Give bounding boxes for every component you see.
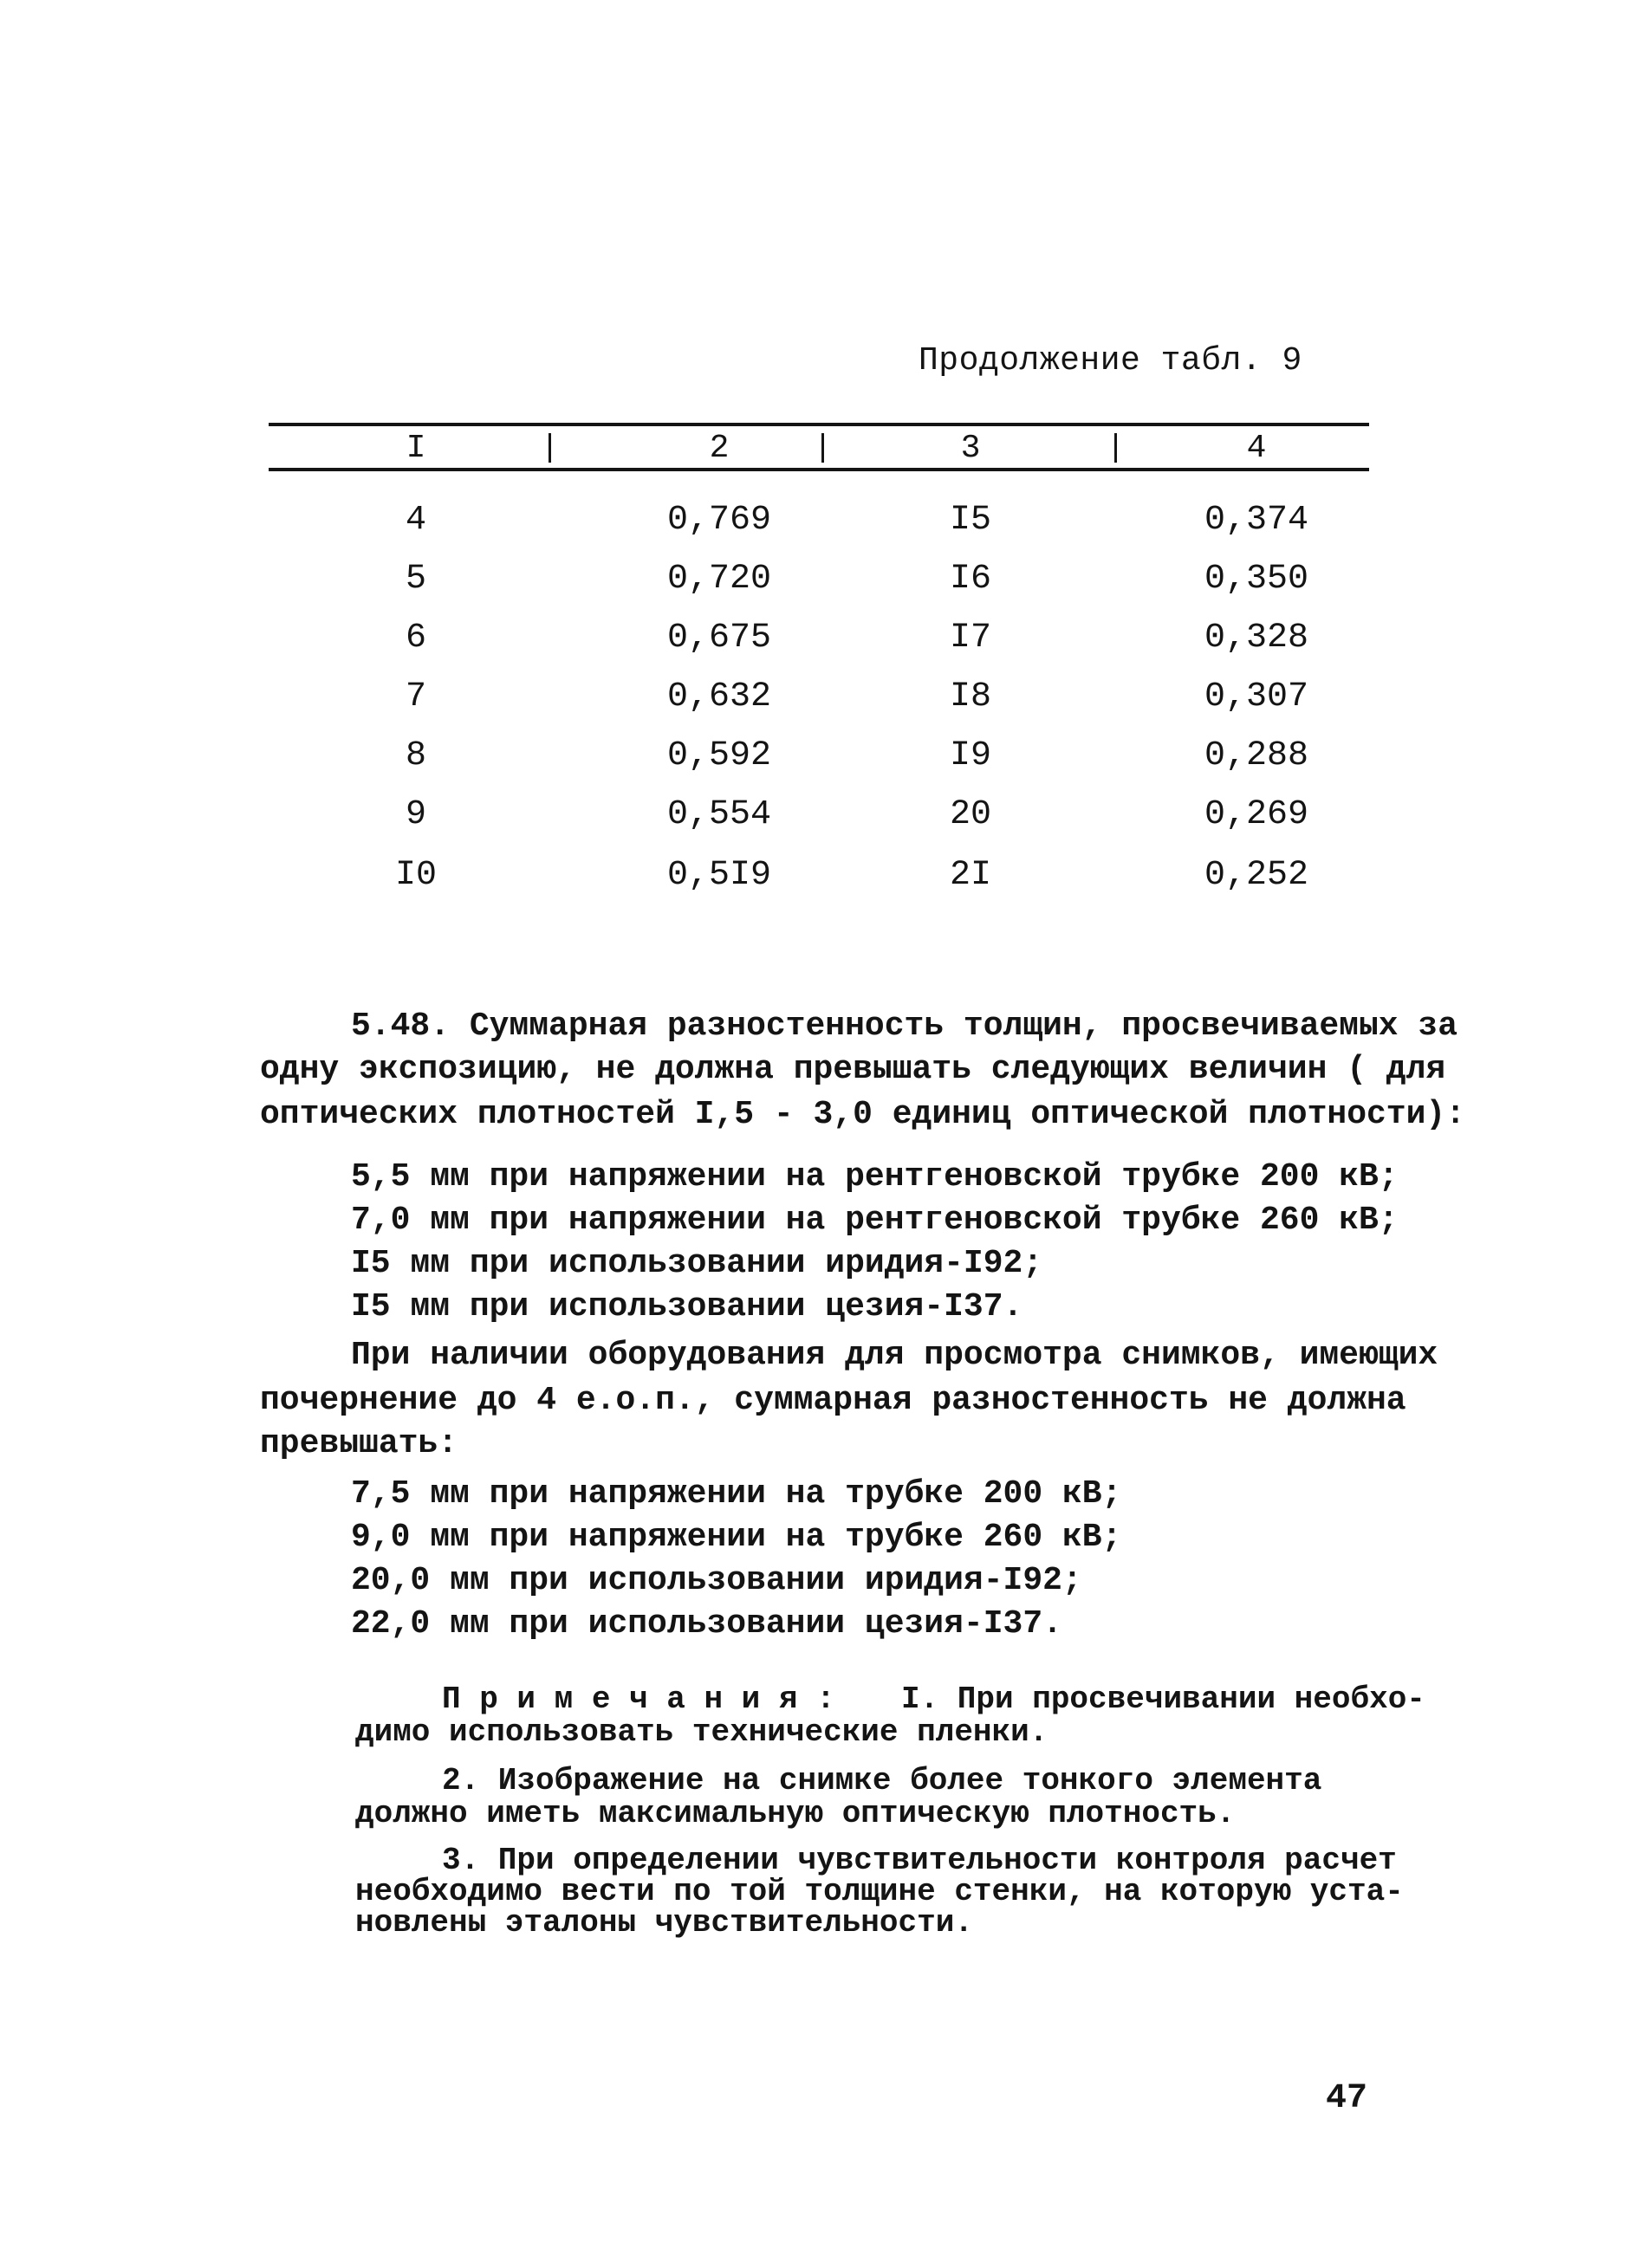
note-line: 2. Изображение на снимке более тонкого элемента [442,1763,1322,1798]
column-separator [821,433,824,463]
notes-heading: П р и м е ч а н и я : [442,1682,835,1717]
cell: 0,269 [1204,795,1309,834]
cell: 7 [405,677,426,716]
cell: 0,350 [1204,560,1309,599]
table-row [269,619,1369,677]
cell: 0,769 [666,501,772,540]
cell: 0,307 [1204,677,1309,716]
paragraph-line: При наличии оборудования для просмотра снимков, имеющих [351,1337,1438,1374]
cell: 0,328 [1204,619,1309,658]
list-item: I5 мм при использовании иридия-I92; [351,1245,1043,1282]
note-line: новлены эталоны чувствительности. [355,1905,973,1941]
cell: I9 [949,736,991,775]
column-separator [549,433,551,463]
cell: I7 [949,619,991,658]
table-row [269,677,1369,736]
column-separator [1114,433,1117,463]
cell: 0,374 [1204,501,1309,540]
cell: 2I [949,856,991,895]
list-item: 22,0 мм при использовании цезия-I37. [351,1605,1062,1643]
cell: 0,720 [666,560,772,599]
table-top-rule [269,423,1369,426]
list-item: 7,5 мм при напряжении на трубке 200 кВ; [351,1475,1122,1513]
header-cell: I [406,430,426,467]
cell: 0,632 [666,677,772,716]
page-number: 47 [1326,2079,1368,2118]
note-line: димо использовать технические пленки. [355,1714,1048,1750]
table-row [269,560,1369,619]
note-line: должно иметь максимальную оптическую плотность. [355,1796,1236,1831]
note-line: I. При просвечивании необхо- [901,1682,1425,1717]
list-item: 20,0 мм при использовании иридия-I92; [351,1562,1082,1599]
table-row [269,736,1369,795]
cell: 9 [405,795,426,834]
cell: 20 [949,795,991,834]
note-line: 3. При определении чувствительности контроля расчет [442,1843,1397,1878]
cell: 0,288 [1204,736,1309,775]
table-row [269,856,1369,915]
paragraph-line: почернение до 4 е.о.п., суммарная разностенность не должна [260,1382,1406,1419]
cell: 6 [405,619,426,658]
cell: 0,675 [666,619,772,658]
table-caption: Продолжение табл. 9 [919,342,1302,379]
table-header [269,430,1369,468]
list-item: 5,5 мм при напряжении на рентгеновской трубке 200 кВ; [351,1158,1399,1196]
header-cell: 4 [1246,430,1267,467]
paragraph-line: превышать: [260,1425,458,1462]
list-item: I5 мм при использовании цезия-I37. [351,1288,1023,1325]
cell: 0,554 [666,795,772,834]
table-row [269,795,1369,854]
header-cell: 2 [709,430,730,467]
table-header-rule [269,468,1369,471]
list-item: 9,0 мм при напряжении на трубке 260 кВ; [351,1519,1122,1556]
cell: 4 [405,501,426,540]
cell: 8 [405,736,426,775]
paragraph-line: оптических плотностей I,5 - 3,0 единиц оптической плотности): [260,1096,1466,1133]
cell: I8 [949,677,991,716]
cell: I6 [949,560,991,599]
header-cell: 3 [960,430,981,467]
note-line: необходимо вести по той толщине стенки, на которую уста- [355,1874,1404,1909]
list-item: 7,0 мм при напряжении на рентгеновской трубке 260 кВ; [351,1202,1399,1239]
cell: 0,5I9 [666,856,772,895]
paragraph-line: одну экспозицию, не должна превышать следующих величин ( для [260,1051,1446,1088]
paragraph-line: 5.48. Суммарная разностенность толщин, просвечиваемых за [351,1008,1458,1045]
cell: 0,592 [666,736,772,775]
table-row [269,501,1369,560]
cell: 5 [405,560,426,599]
cell: I0 [394,856,437,895]
cell: I5 [949,501,991,540]
cell: 0,252 [1204,856,1309,895]
